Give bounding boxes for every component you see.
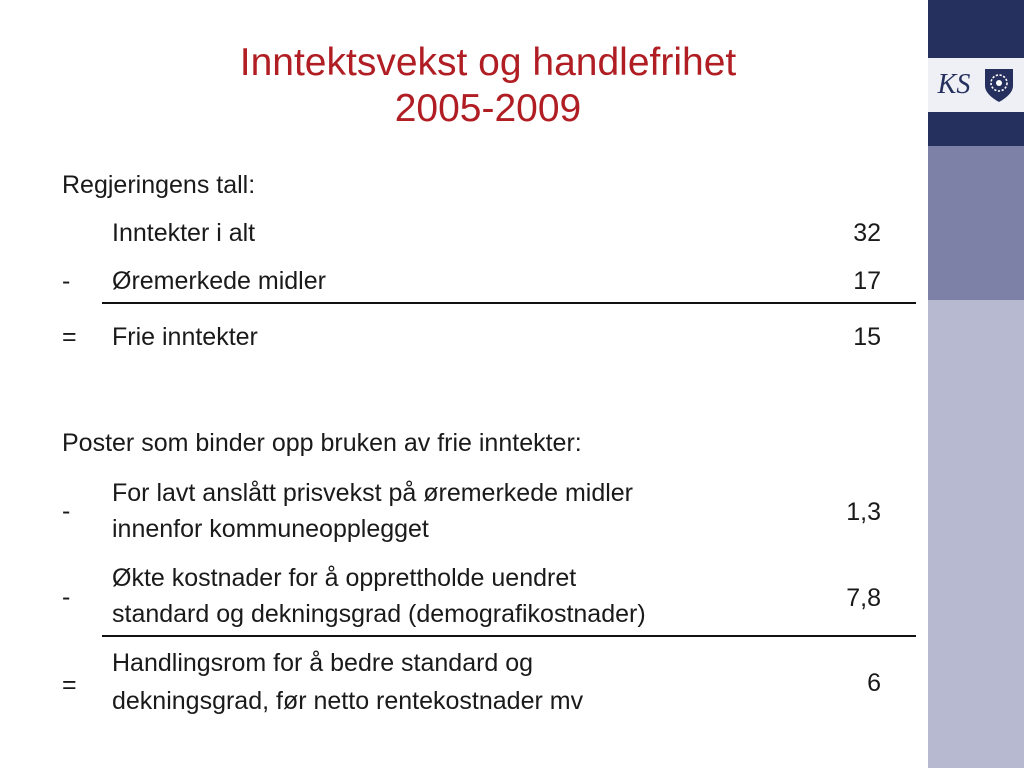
row-label-line-2: standard og dekningsgrad (demografikostnader) bbox=[112, 600, 646, 628]
shield-icon bbox=[982, 66, 1016, 104]
row-label: Inntekter i alt bbox=[112, 219, 256, 247]
row-operator: - bbox=[62, 497, 71, 525]
row-operator: = bbox=[62, 323, 77, 351]
sum-divider bbox=[102, 635, 916, 637]
row-label: Øremerkede midler bbox=[112, 267, 326, 295]
sum-divider bbox=[102, 302, 916, 304]
page-title bbox=[60, 40, 916, 132]
row-label-line-1: For lavt anslått prisvekst på øremerkede midler bbox=[112, 479, 634, 507]
side-band-mid bbox=[928, 146, 1024, 300]
row-value: 1,3 bbox=[846, 498, 881, 526]
row-value: 7,8 bbox=[846, 584, 881, 612]
row-label: Frie inntekter bbox=[112, 323, 258, 351]
title-line-2: 2005-2009 bbox=[394, 87, 582, 130]
side-band-top bbox=[928, 0, 1024, 58]
row-value: 17 bbox=[853, 267, 881, 295]
row-operator: = bbox=[62, 671, 77, 699]
row-label-line-1: Økte kostnader for å opprettholde uendret bbox=[112, 564, 577, 592]
row-value: 32 bbox=[853, 219, 881, 247]
row-label-line-2: dekningsgrad, før netto rentekostnader mv bbox=[112, 687, 584, 715]
row-operator: - bbox=[62, 583, 71, 611]
row-label-line-2: innenfor kommuneopplegget bbox=[112, 515, 429, 543]
side-band-light bbox=[928, 300, 1024, 768]
title-line-1: Inntektsvekst og handlefrihet bbox=[239, 41, 737, 84]
section2-heading: Poster som binder opp bruken av frie inntekter: bbox=[62, 429, 582, 457]
row-value: 15 bbox=[853, 323, 881, 351]
row-operator: - bbox=[62, 267, 71, 295]
section1-heading: Regjeringens tall: bbox=[62, 171, 256, 199]
row-value: 6 bbox=[867, 669, 881, 697]
side-band-dark bbox=[928, 112, 1024, 146]
ks-logo: KS bbox=[937, 69, 971, 100]
row-label-line-1: Handlingsrom for å bedre standard og bbox=[112, 649, 534, 677]
